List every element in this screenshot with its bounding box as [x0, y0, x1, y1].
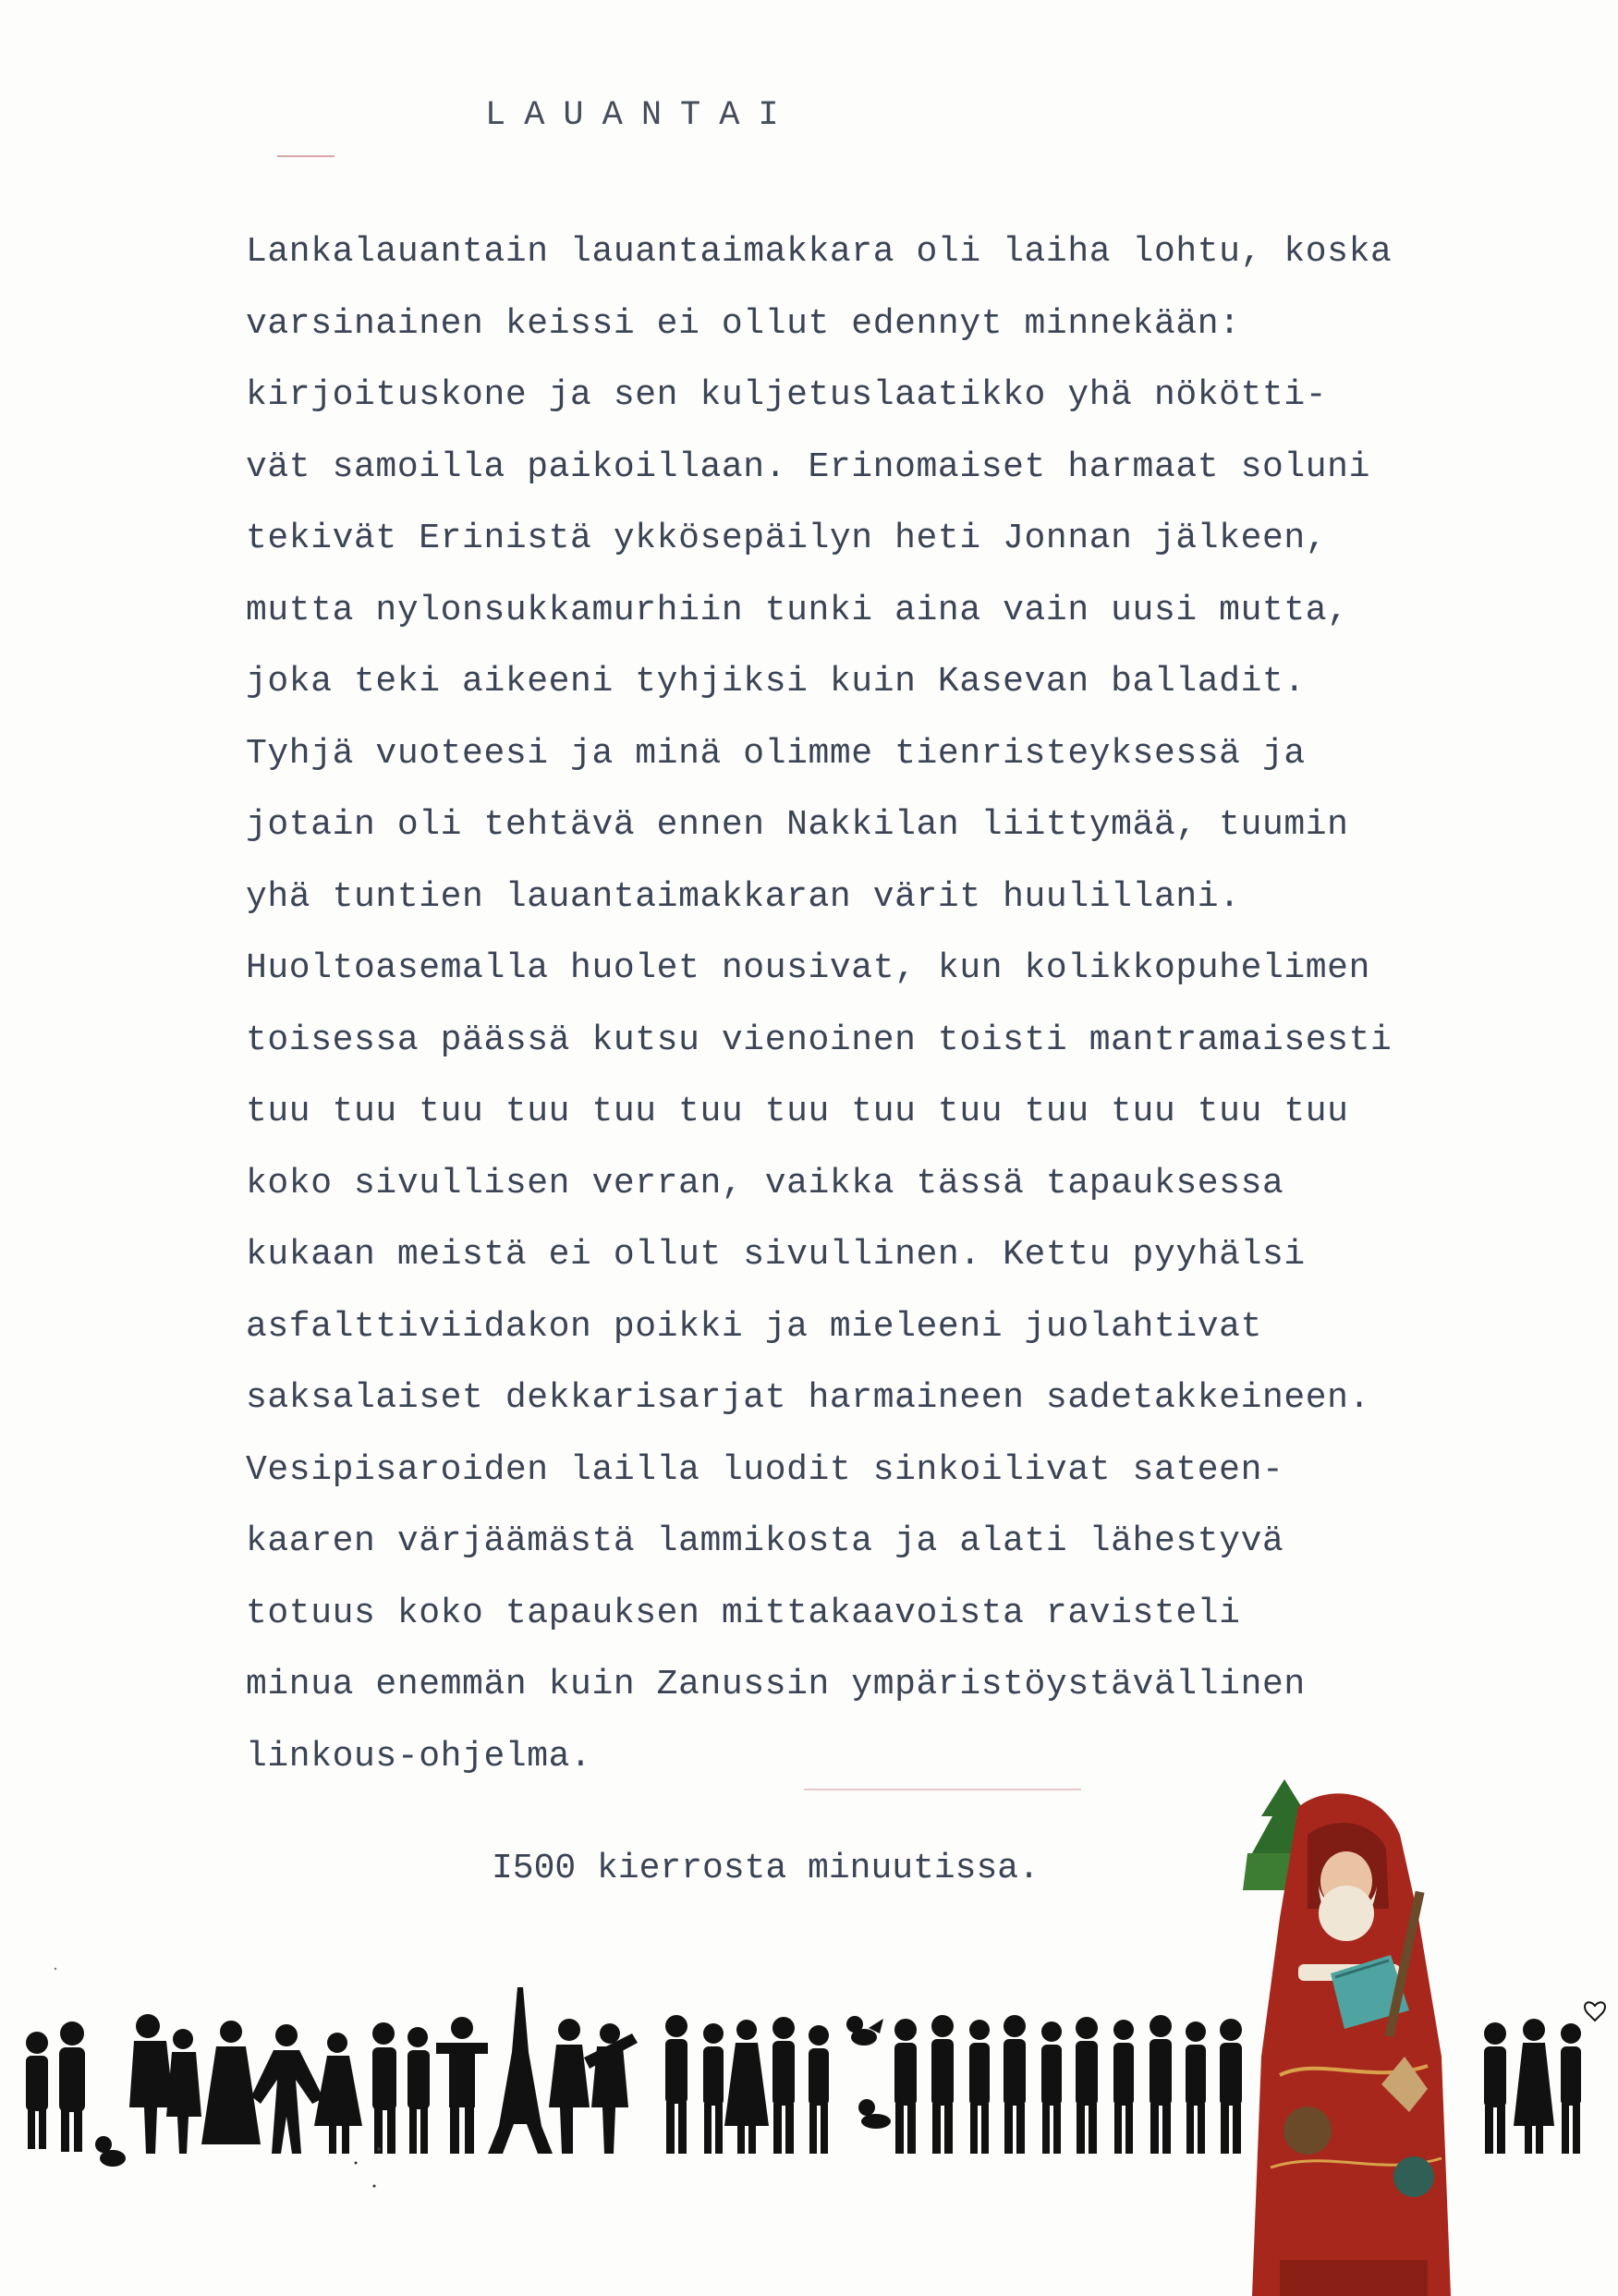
cupid-silhouette-icon [846, 2016, 883, 2046]
santa-claus-collage-icon [1243, 1779, 1460, 2296]
person-silhouette-icon [1004, 2015, 1026, 2154]
story-text [246, 216, 1558, 1792]
text-line: kaaren värjäämästä lammikosta ja alati lähestyvä [246, 1521, 1284, 1561]
person-silhouette-icon [894, 2019, 917, 2154]
text-line: totuus koko tapauksen mittakaavoista ravisteli [246, 1593, 1241, 1633]
person-silhouette-icon [1561, 2023, 1581, 2154]
text-line: asfalttiviidakon poikki ja mieleeni juolahtivat [246, 1306, 1262, 1347]
text-line: toisessa päässä kutsu vienoinen toisti mantramaisesti [246, 1020, 1393, 1060]
page-title: LAUANTAI [485, 96, 797, 135]
text-line: joka teki aikeeni tyhjiksi kuin Kasevan balladit. [246, 662, 1306, 702]
couple-silhouette-icon [549, 2019, 638, 2154]
person-silhouette-icon [1113, 2020, 1134, 2154]
eiffel-tower-icon [488, 1987, 553, 2154]
person-silhouette-icon [931, 2015, 954, 2154]
closing-line: I500 kierrosta minuutissa. [492, 1849, 1040, 1888]
text-line: kukaan meistä ei ollut sivullinen. Kettu pyyhälsi [246, 1235, 1306, 1275]
red-mark [804, 1789, 1081, 1790]
person-silhouette-icon [809, 2025, 829, 2154]
dancer-silhouette-icon [251, 2024, 362, 2154]
person-silhouette-icon [724, 2020, 769, 2154]
text-line: koko sivullisen verran, vaikka tässä tapauksessa [246, 1163, 1284, 1203]
person-silhouette-icon [26, 2032, 48, 2149]
person-silhouette-icon [969, 2020, 990, 2154]
couple-silhouette-icon [129, 2014, 201, 2154]
text-line: mutta nylonsukkamurhiin tunki aina vain uusi mutta, [246, 590, 1349, 630]
person-silhouette-icon [1484, 2022, 1506, 2154]
text-line: Lankalauantain lauantaimakkara oli laiha lohtu, koska [246, 232, 1393, 272]
text-line: Tyhjä vuoteesi ja minä olimme tienristeyksessä ja [246, 733, 1306, 774]
person-silhouette-icon [858, 2099, 891, 2129]
person-silhouette-icon [1041, 2021, 1062, 2154]
text-line: minua enemmän kuin Zanussin ympäristöystävällinen [246, 1665, 1306, 1704]
person-silhouette-icon [1150, 2015, 1172, 2154]
text-line: tekivät Erinistä ykkösepäilyn heti Jonnan jälkeen, [246, 519, 1328, 558]
person-silhouette-icon [703, 2023, 724, 2154]
person-silhouette-icon [408, 2027, 430, 2154]
text-line: saksalaiset dekkarisarjat harmaineen sadetakkeineen. [246, 1378, 1370, 1418]
text-line: kirjoituskone ja sen kuljetuslaatikko yhä nökötti- [246, 375, 1328, 415]
text-line: varsinainen keissi ei ollut edennyt minnekään: [246, 303, 1241, 344]
red-mark [277, 155, 335, 157]
person-silhouette-icon [1076, 2017, 1098, 2154]
person-silhouette-icon [201, 2021, 261, 2144]
person-silhouette-icon [1186, 2021, 1206, 2154]
person-silhouette-icon [59, 2021, 85, 2152]
person-silhouette-icon [436, 2017, 488, 2154]
person-silhouette-icon [1514, 2019, 1554, 2154]
person-silhouette-icon [1220, 2019, 1242, 2154]
person-silhouette-icon [372, 2022, 396, 2154]
text-line: jotain oli tehtävä ennen Nakkilan liittymää, tuumin [246, 805, 1349, 845]
text-line: yhä tuntien lauantaimakkaran värit huulillani. [246, 876, 1241, 917]
heart-icon [1585, 2002, 1605, 2021]
text-line: tuu tuu tuu tuu tuu tuu tuu tuu tuu tuu tuu tuu tuu [246, 1092, 1349, 1131]
person-silhouette-icon [773, 2017, 795, 2154]
cupid-silhouette-icon [95, 2136, 126, 2167]
text-line: Huoltoasemalla huolet nousivat, kun kolikkopuhelimen [246, 948, 1370, 988]
text-line: Vesipisaroiden lailla luodit sinkoilivat sateen- [246, 1449, 1284, 1490]
person-silhouette-icon [665, 2015, 687, 2154]
text-line: vät samoilla paikoillaan. Erinomaiset harmaat soluni [246, 446, 1370, 487]
text-line: linkous-ohjelma. [246, 1736, 592, 1777]
